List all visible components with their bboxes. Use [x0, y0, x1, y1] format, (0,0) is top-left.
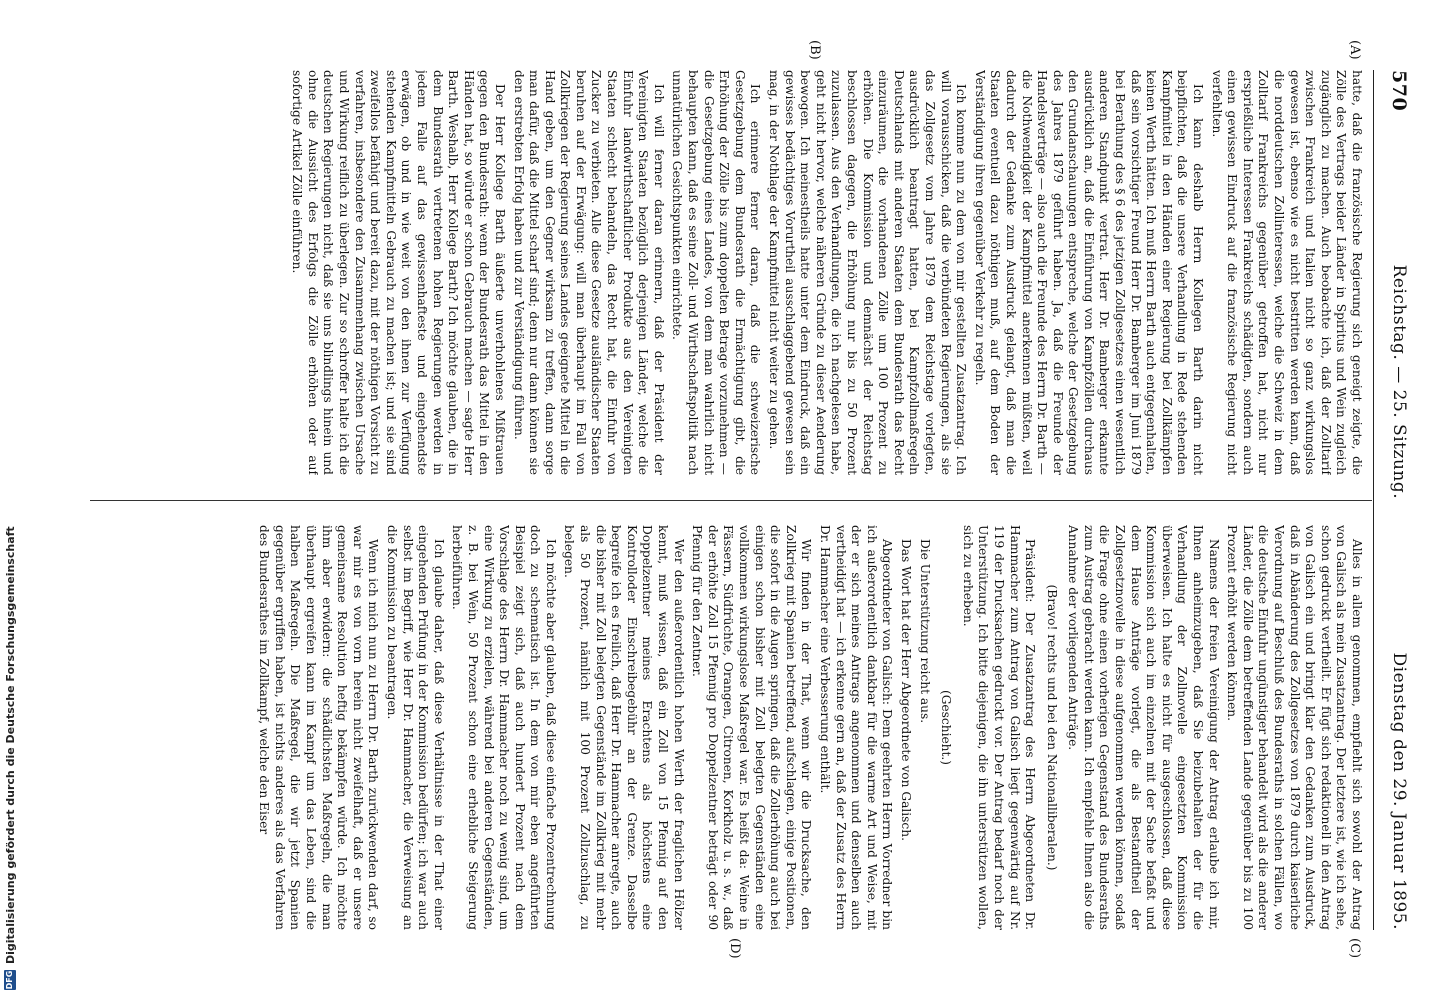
paragraph: Wer den außerordentlich hohen Werth der fraglichen Hölzer kennt, muß wissen, daß ein Zoll von 15 Pfennig auf den Doppelzentner meines Erachtens als höchstens eine Kontrolloder Einschreibegebühr an der Grenze. Dasselbe begreife ich es freilich, daß Herr Dr. Hammacher anregte, auch die bisher mit Zoll belegten Gegenstände im Zollkrieg mit mehr als 50 Prozent, nämlich mit 100 Prozent Zollzuschlag, zu belegen. — [562, 525, 686, 930]
paragraph: Der Herr Kollege Barth äußerte unverhohlenes Mißtrauen gegen den Bundesrath: wenn der Bundesrath das Mittel in den Händen hat, so würde er schon Gebrauch machen — sagte Herr Barth. Weshalb, Herr Kollege Barth? Ich möchte glauben, die in dem Bundesrath vertretenen hohen Regierungen werden in jedem Falle auf das gewissenhafteste und eingehendste erwägen, ob und in wie weit von den ihnen zur Verfügung stehenden Kampfmitteln Gebrauch zu machen ist; und sie sind zweifellos befähigt und bereit dazu, mit der nöthigen Vorsicht zu verfahren, insbesondere den Zusammenhang zwischen Ursache und Wirkung reiflich zu überlegen. Zur so schroffer halte ich die deutschen Regierungen nicht, daß sie uns blindlings hinein und ohne die Aussicht des Erfolgs die Zölle erhöhen oder auf sofortige Artikel Zölle einführen. — [290, 70, 507, 475]
paragraph: hatte, daß die französische Regierung sich geneigt zeigte, die Zölle des Vertrags beider Länder in Spiritus und Wein zugleich zugänglich zu machen. Auch beobachte ich, daß der Zolltarif zwischen Frankreich und Italien nicht so ganz wirkungslos gewesen ist, ebenso wie es nicht bestritten werden kann, daß die norddeutschen Zollinteressen, welche die Schweiz in dem Zolltarif Frankreichs gegenüber getroffen hat, nicht nur ersprießliche Interessen Frankreichs schädigten, sondern auch einen gewissen Eindruck auf die französische Regierung nicht verfehlten. — [1209, 70, 1364, 475]
paragraph: Das Wort hat der Herr Abgeordnete von Galisch. — [898, 539, 913, 841]
credit-text: Digitalisierung gefördert durch die Deutsche Forschungsgemeinschaft — [3, 526, 17, 964]
paragraph: Wenn ich mich nun zu Herrn Dr. Barth zurückwenden darf, so war mir es von vorn herein nicht zweifelhaft, daß er unsere gemeinsame Resolution heftig bekämpfen würde. Ich möchte ihm aber erwidern: die schädlichsten Maßregeln, die man überhaupt ergreifen kann im Kampf um das Leben, sind die halben Maßregeln. Die Maßregel, die wir jetzt Spanien gegenüber ergriffen haben, ist nichts anderes als das Verfahren des Bundesrathes im Zollkampf, welche den Eiser — [257, 525, 381, 930]
paragraph: Präsident: Der Zusatzantrag des Herrn Abgeordneten Dr. Hammacher zum Antrag von Galisch liegt gegenwärtig auf Nr. 119 der Drucksachen gedruckt vor. Der Antrag bedarf noch der Unterstützung. Ich bitte diejenigen, die ihn unterstützen wollen, sich zu erheben. — [960, 525, 1038, 930]
paragraph: Ich kann deshalb Herrn Kollegen Barth darin nicht beipflichten, daß die unsere Verhandlung in Rede stehenden Kampfmittel in den Händen einer Regierung bei Zollkämpfen keinen Werth hätten. Ich muß Herrn Barth auch entgegenhalten, daß sein vorsichtiger Freund Herr Dr. Bamberger im Juni 1879 bei Berathung des § 6 des jetzigen Zollgesetzes einen wesentlich anderen Standpunkt vertrat. Herr Dr. Bamberger erkannte ausdrücklich an, daß die Einführung von Kampfzöllen durchaus den Grundanschauungen entspreche, welche der Gesetzgebung des Jahres 1879 geführt haben. Ja, daß die Freunde der Handelsverträge — also auch die Freunde des Herrn Dr. Barth — die Nothwendigkeit der Kampfmittel anerkennen müßten, weil dadurch der Gedanke zum Ausdruck gelangt, daß man die Staaten eventuell dazu nöthigen muß, auf dem Boden der Verständigung ihren gegenüber Verkehr zu regeln. — [972, 70, 1206, 475]
paragraph: Die Unterstützung reicht aus. — [917, 539, 932, 724]
applause-note: (Bravo! rechts und bei den Nationalliberalen.) — [1044, 584, 1059, 871]
page-title: Reichstag. — 25. Sitzung. — [1389, 264, 1409, 500]
dfg-logo-icon: DFG — [5, 970, 14, 990]
paragraph: Ich erinnere ferner daran, daß die schweizerische Gesetzgebung dem Bundesrath die Ermächtigung gibt, die Erhöhung der Zölle bis zum doppelten Betrage vorzunehmen — die Gesetzgebung eines Landes, von dem man wahrlich nicht behaupten kann, daß es seine Zoll- und Wirthschaftspolitik nach unnatürlichen Gesichtspunkten einrichtete. — [670, 70, 763, 475]
page-number: 570 — [1388, 70, 1410, 112]
margin-marker-a: (A) — [1347, 40, 1362, 60]
margin-marker-d: (D) — [727, 938, 742, 959]
page-header — [1376, 70, 1422, 930]
column-divider — [90, 500, 1372, 501]
margin-marker-c: (C) — [1347, 938, 1362, 959]
header-rule — [1373, 70, 1374, 930]
paragraph: Alles in allem genommen, empfiehlt sich sowohl der Antrag von Galisch als mein Zusatzantrag. Der letztere ist, wie ich sehe, schon gedruckt vertheilt. Er fügt sich redaktionell in den Antrag von Galisch ein und bringt klar den Gedanken zum Ausdruck, daß in Abänderung des Zollgesetzes von 1879 durch kaiserliche Verordnung auf Beschluß des Bundesraths in solchen Fällen, wo die deutsche Einfuhr ungünstiger behandelt wird als die anderer Länder, die Zölle dem betreffenden Lande gegenüber bis zu 100 Prozent erhöht werden können. — [1225, 525, 1364, 930]
paragraph: Ich möchte aber glauben, daß diese einfache Prozentrechnung doch zu schematisch ist. In dem von mir eben angeführten Beispiel zeigt sich, daß auch hundert Prozent nach dem Vorschlage des Herrn Dr. Hammacher noch zu wenig sind, um eine Wirkung zu erzielen, während bei anderen Gegenständen, z. B. bei Wein, 50 Prozent schon eine erhebliche Steigerung herbeiführen. — [450, 525, 558, 930]
margin-marker-b: (B) — [807, 40, 822, 60]
paragraph: Abgeordneter von Galisch: Dem geehrten Herrn Vorredner bin ich außerordentlich dankbar für die warme Art und Weise, mit der er sich meines Antrags angenommen und denselben auch vertheidigt hat — ich erkenne gern an, daß der Zusatz des Herrn Dr. Hammacher eine Verbesserung enthält. — [818, 525, 895, 930]
session-date: Dienstag den 29. Januar 1895. — [1389, 652, 1409, 930]
paragraph: Ich glaube daher, daß diese Verhältnisse in der That einer eingehenden Prüfung in der Kommission bedürfen; ich war auch selbst im Begriff, wie Herr Dr. Hammacher, die Verweisung an die Kommission zu beantragen. — [384, 525, 446, 930]
paragraph: Ich komme nun zu dem von mir gestellten Zusatzantrag. Ich will vorausschicken, daß die verbündeten Regierungen, als sie das Zollgesetz vom Jahre 1879 dem Reichstage vorlegten, ausdrücklich beantragt hatten, bei Kampfzollmaßregeln Deutschlands mit anderen Staaten dem Bundesrath das Recht einzuräumen, die vorhandenen Zölle um 100 Prozent zu erhöhen. Die Kommission und demnächst der Reichstag beschlossen dagegen, die Erhöhung nur bis zu 50 Prozent zuzulassen. Aus den Verhandlungen, die ich nachgelesen habe, geht nicht hervor, welche näheren Gründe zu dieser Aenderung bewogen. Ich meinestheils hatte unter dem Eindruck, daß ein gewisses bedächtiges Vorurtheil ausschlaggebend gewesen sein mag, in der Nothlage der Kampfmittel nicht weiter zu gehen. — [767, 70, 969, 475]
paragraph: Ich will ferner daran erinnern, daß der Präsident der Vereinigten Staaten bezüglich derjenigen Länder, welche die Einfuhr landwirthschaftlicher Produkte aus den Vereinigten Staaten schlecht behandeln, das Recht hat, die Einfuhr von Zucker zu verbieten. Alle diese Gesetze ausländischer Staaten beruhen auf der Erwägung: will man überhaupt im Fall von Zollkriegen der Regierung seines Landes geeignete Mittel in die Hand geben, um den Gegner wirksam zu treffen, dann sorge man dafür, daß die Mittel scharf sind; denn nur dann können sie den erstrebten Erfolg haben und zur Verständigung führen. — [511, 70, 666, 475]
stage-note: (Geschieht.) — [939, 689, 954, 766]
paragraph: Wir finden in der That, wenn wir die Drucksache, den Zollkrieg mit Spanien betreffend, aufschlagen, einige Positionen, die sofort in die Augen springen, daß die Zollerhöhung auch bei einigen schon bisher mit Zoll belegten Gegenständen eine vollkommen wirkungslose Maßregel war. Es heißt da: Weine in Fässern, Südfrüchte, Orangen, Citronen, Korkholz u. s. w., daß der erhöhte Zoll 15 Pfennig pro Doppelzentner beträgt oder 90 Pfennig für den Zentner. — [690, 525, 814, 930]
right-column — [90, 525, 1364, 930]
left-column — [90, 70, 1364, 475]
paragraph: Namens der freien Vereinigung der Antrag erlaube ich mir, Ihnen anheimzugeben, daß Sie beizubehalten der für die Verhandlung der Zollnovelle eingesetzten Kommission überweisen. Ich halte es nicht für ausgeschlossen, daß diese Kommission sich auch im einzelnen mit der Sache befaßt und dem Hause Anträge vorlegt, die als Bestandtheil der Zollgesetznovelle in diese aufgenommen werden können, sodaß die Frage ohne einen vorherigen Gegenstand des Bundesraths zum Austrag gebracht werden kann. Ich empfehle Ihnen also die Annahme der vorliegenden Anträge. — [1066, 525, 1221, 930]
digitization-credit — [0, 0, 20, 1000]
